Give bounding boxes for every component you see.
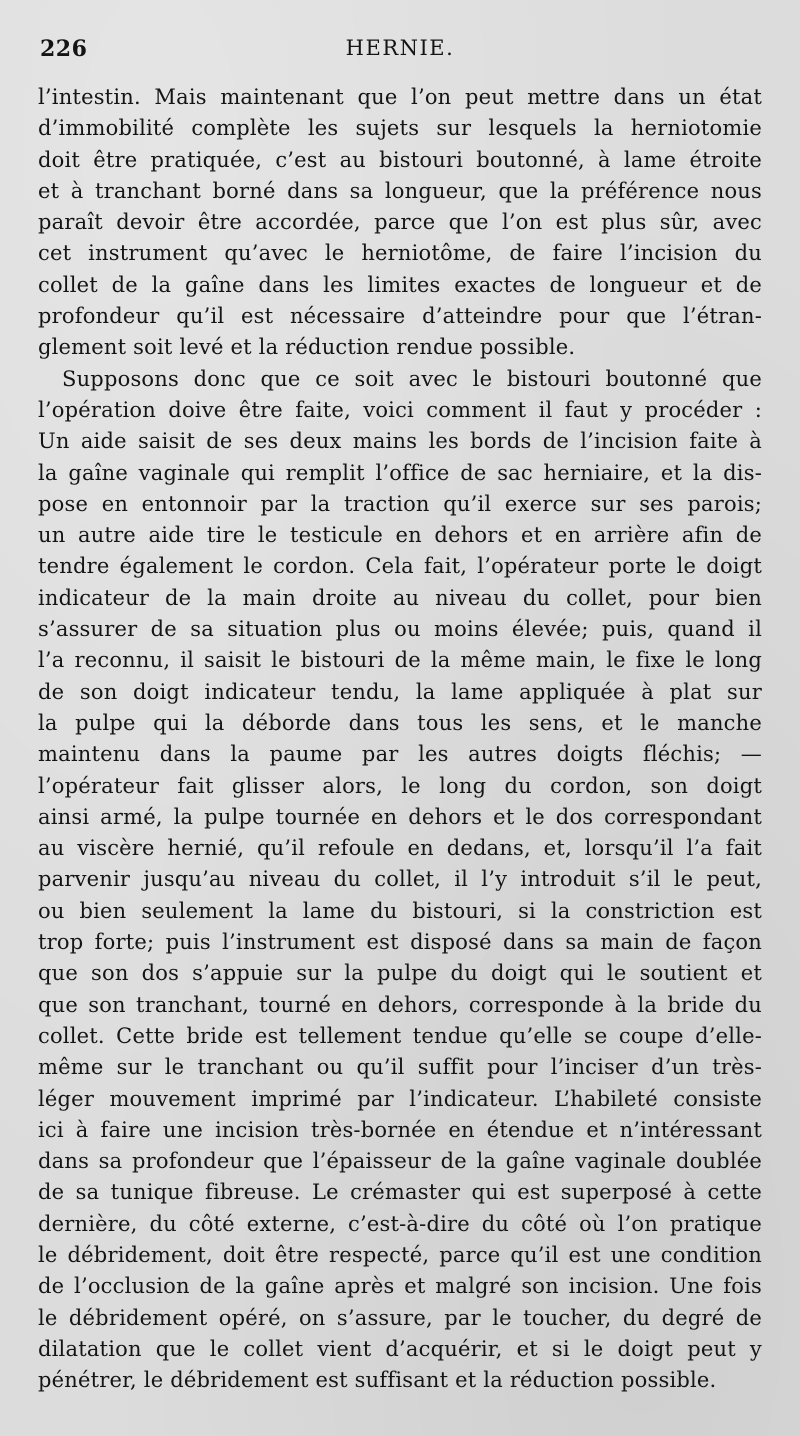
text-line: doit être pratiquée, c’est au bistouri boutonné, à lame étroite	[38, 147, 762, 172]
text-line: tendre également le cordon. Cela fait, l’opérateur porte le doigt	[38, 554, 762, 579]
text-line: l’opérateur fait glisser alors, le long du cordon, son doigt	[38, 773, 762, 798]
text-line: le débridement, doit être respecté, parce qu’il est une condition	[38, 1242, 762, 1267]
text-line: de l’occlusion de la gaîne après et malgré son incision. Une fois	[38, 1274, 762, 1299]
text-line: dernière, du côté externe, c’est-à-dire du côté où l’on pratique	[38, 1211, 762, 1236]
text-line: cet instrument qu’avec le herniotôme, de faire l’incision du	[38, 241, 762, 266]
running-head	[40, 36, 760, 66]
text-line: de sa tunique fibreuse. Le crémaster qui est superposé à cette	[38, 1180, 762, 1205]
text-line: parvenir jusqu’au niveau du collet, il l’y introduit s’il le peut,	[38, 867, 762, 892]
text-line: d’immobilité complète les sujets sur lesquels la herniotomie	[38, 116, 762, 141]
text-line: léger mouvement imprimé par l’indicateur. L’habileté consiste	[38, 1086, 762, 1111]
text-line: même sur le tranchant ou qu’il suffit pour l’inciser d’un très-	[38, 1055, 762, 1080]
text-line: au viscère hernié, qu’il refoule en dedans, et, lorsqu’il l’a fait	[38, 836, 762, 861]
text-line: profondeur qu’il est nécessaire d’atteindre pour que l’étran-	[38, 304, 762, 329]
text-line: un autre aide tire le testicule en dehors et en arrière afin de	[38, 523, 762, 548]
text-line: indicateur de la main droite au niveau du collet, pour bien	[38, 585, 762, 610]
text-line: dans sa profondeur que l’épaisseur de la gaîne vaginale doublée	[38, 1149, 762, 1174]
text-line: pénétrer, le débridement est suffisant et la réduction possible.	[38, 1368, 717, 1393]
text-line: dilatation que le collet vient d’acquérir, et si le doigt peut y	[38, 1336, 762, 1361]
text-line: Un aide saisit de ses deux mains les bords de l’incision faite à	[38, 429, 762, 454]
text-line: collet. Cette bride est tellement tendue qu’elle se coupe d’elle-	[38, 1023, 762, 1048]
text-line: maintenu dans la paume par les autres doigts fléchis; —	[38, 742, 762, 767]
text-line: l’intestin. Mais maintenant que l’on peut mettre dans un état	[38, 85, 762, 109]
text-line: l’opération doive être faite, voici comment il faut y procéder :	[38, 397, 762, 422]
page-number: 226	[40, 36, 88, 62]
text-line: l’a reconnu, il saisit le bistouri de la même main, le fixe le long	[38, 648, 762, 673]
text-line: la gaîne vaginale qui remplit l’office de sac herniaire, et la dis-	[38, 460, 762, 485]
text-line: de son doigt indicateur tendu, la lame appliquée à plat sur	[38, 679, 762, 704]
text-line: et à tranchant borné dans sa longueur, que la préférence nous	[38, 178, 762, 203]
text-line: la pulpe qui la déborde dans tous les sens, et le manche	[38, 710, 762, 735]
paragraph	[38, 82, 762, 364]
paragraph	[38, 364, 762, 1397]
text-line: collet de la gaîne dans les limites exactes de longueur et de	[38, 272, 762, 297]
text-line: ici à faire une incision très-bornée en étendue et n’intéressant	[38, 1117, 762, 1142]
text-line: le débridement opéré, on s’assure, par le toucher, du degré de	[38, 1305, 762, 1330]
text-line: s’assurer de sa situation plus ou moins élevée; puis, quand il	[38, 617, 762, 642]
text-line: trop forte; puis l’instrument est disposé dans sa main de façon	[38, 930, 762, 955]
text-line: pose en entonnoir par la traction qu’il exerce sur ses parois;	[38, 491, 762, 516]
text-line: Supposons donc que ce soit avec le bistouri boutonné que	[62, 366, 762, 391]
text-line: que son dos s’appuie sur la pulpe du doigt qui le soutient et	[38, 961, 762, 986]
text-line: glement soit levé et la réduction rendue possible.	[38, 335, 576, 360]
text-line: paraît devoir être accordée, parce que l’on est plus sûr, avec	[38, 210, 762, 235]
body-text	[38, 82, 762, 1396]
running-title: HERNIE.	[345, 36, 455, 60]
text-line: ainsi armé, la pulpe tournée en dehors et le dos correspondant	[38, 804, 762, 829]
text-line: que son tranchant, tourné en dehors, corresponde à la bride du	[38, 992, 762, 1017]
text-line: ou bien seulement la lame du bistouri, si la constriction est	[38, 898, 762, 923]
